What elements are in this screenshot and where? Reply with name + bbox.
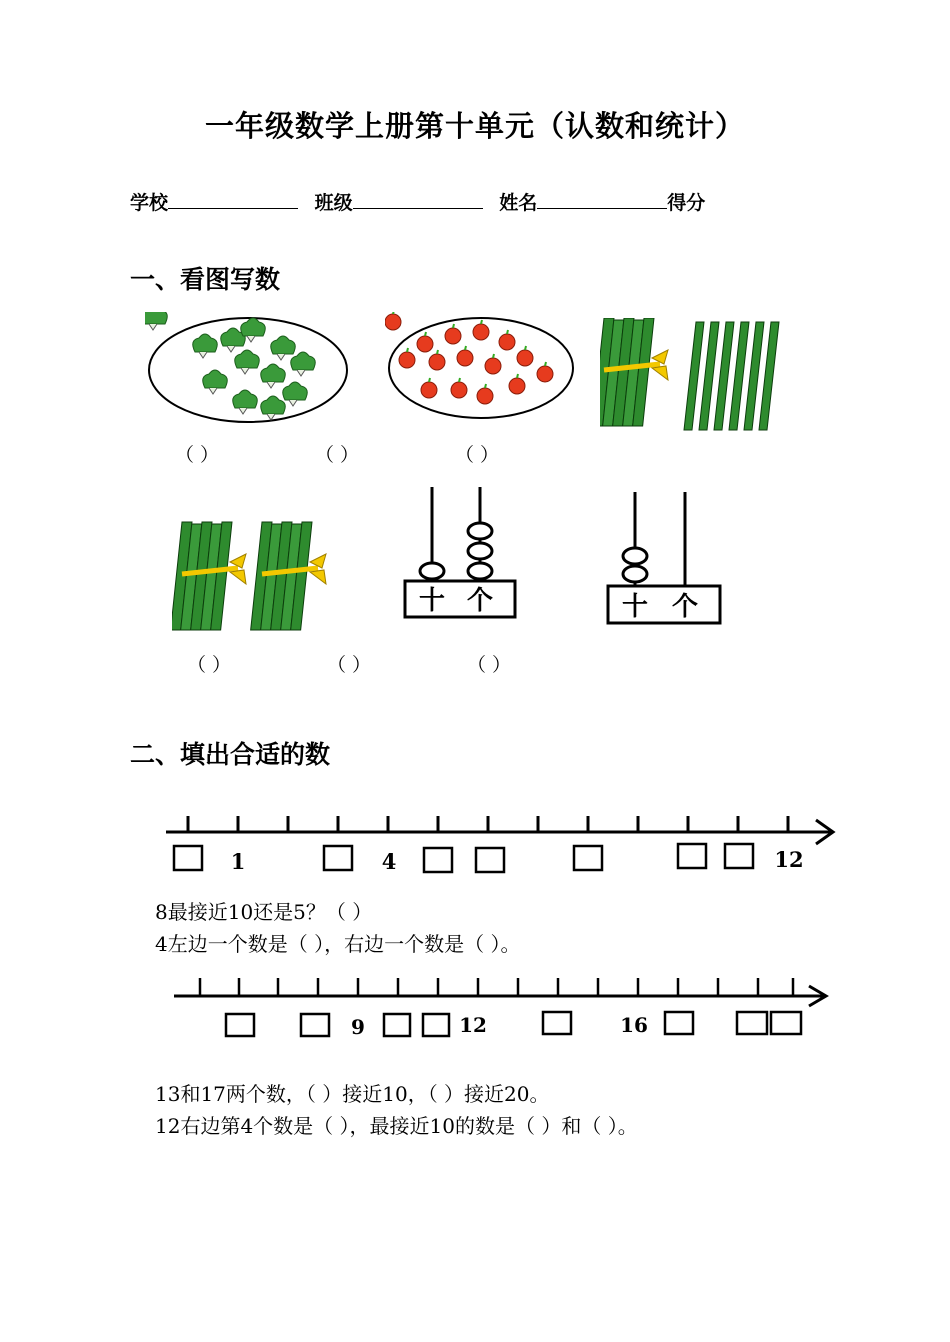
answer-slot-4[interactable]: （ ） [187, 654, 232, 676]
tick-label: 1 [230, 849, 246, 874]
tick-label: 12 [459, 1013, 487, 1037]
answer-slot-6[interactable]: （ ） [467, 654, 512, 676]
two-stick-bundles-picture [172, 518, 332, 634]
number-box[interactable] [678, 844, 706, 868]
answer-slot-1[interactable]: （ ） [175, 444, 220, 466]
number-box[interactable] [423, 1014, 449, 1036]
number-box[interactable] [384, 1014, 410, 1036]
school-blank[interactable] [168, 190, 298, 209]
cabbage-plate-picture [145, 312, 355, 427]
apple-icon [385, 312, 401, 330]
abacus-1-ones-label: 个 [466, 586, 494, 616]
cabbage-icon [145, 312, 167, 330]
number-box[interactable] [324, 846, 352, 870]
tick-label: 9 [351, 1015, 365, 1039]
number-box[interactable] [574, 846, 602, 870]
tick-label: 4 [381, 849, 397, 874]
number-line-2 [168, 972, 833, 1042]
abacus-2-tens-label: 十 [621, 592, 649, 622]
tick-label: 12 [774, 847, 804, 872]
name-label: 姓名 [499, 192, 538, 214]
stick-bundle-and-sticks-picture [600, 318, 790, 433]
number-box[interactable] [543, 1012, 571, 1034]
number-box[interactable] [174, 846, 202, 870]
number-line-1 [160, 812, 840, 878]
abacus-1-picture [402, 485, 520, 623]
number-box[interactable] [771, 1012, 801, 1034]
number-box[interactable] [226, 1014, 254, 1036]
apple-plate-picture [385, 312, 580, 422]
abacus-2-picture [605, 490, 725, 630]
number-box[interactable] [665, 1012, 693, 1034]
page-title: 一年级数学上册第十单元（认数和统计） [204, 109, 745, 143]
section2-heading: 二、填出合适的数 [130, 740, 331, 769]
number-box[interactable] [476, 848, 504, 872]
abacus-2-ones-label: 个 [671, 592, 699, 622]
answer-slot-5[interactable]: （ ） [327, 654, 372, 676]
question-4: 12右边第4个数是（ ），最接近10的数是（ ）和（ ）。 [155, 1114, 638, 1138]
number-box[interactable] [424, 848, 452, 872]
number-box[interactable] [301, 1014, 329, 1036]
single-sticks-icon [684, 322, 779, 430]
score-label: 得分 [667, 192, 706, 214]
tick-label: 16 [620, 1013, 648, 1037]
stick-bundle-icon [600, 318, 668, 426]
question-3: 13和17两个数，（ ）接近10，（ ）接近20。 [155, 1082, 550, 1106]
section1-heading: 一、看图写数 [130, 265, 281, 294]
number-box[interactable] [737, 1012, 767, 1034]
number-box[interactable] [725, 844, 753, 868]
name-blank[interactable] [537, 190, 667, 209]
abacus-1-tens-label: 十 [418, 586, 446, 616]
school-label: 学校 [130, 192, 169, 214]
answer-slot-3[interactable]: （ ） [455, 444, 500, 466]
answer-slot-2[interactable]: （ ） [315, 444, 360, 466]
class-blank[interactable] [353, 190, 483, 209]
student-info-row [130, 188, 705, 215]
class-label: 班级 [314, 192, 353, 214]
question-1: 8最接近10还是5？（ ） [155, 900, 373, 924]
question-2: 4左边一个数是（ ），右边一个数是（ ）。 [155, 932, 521, 956]
